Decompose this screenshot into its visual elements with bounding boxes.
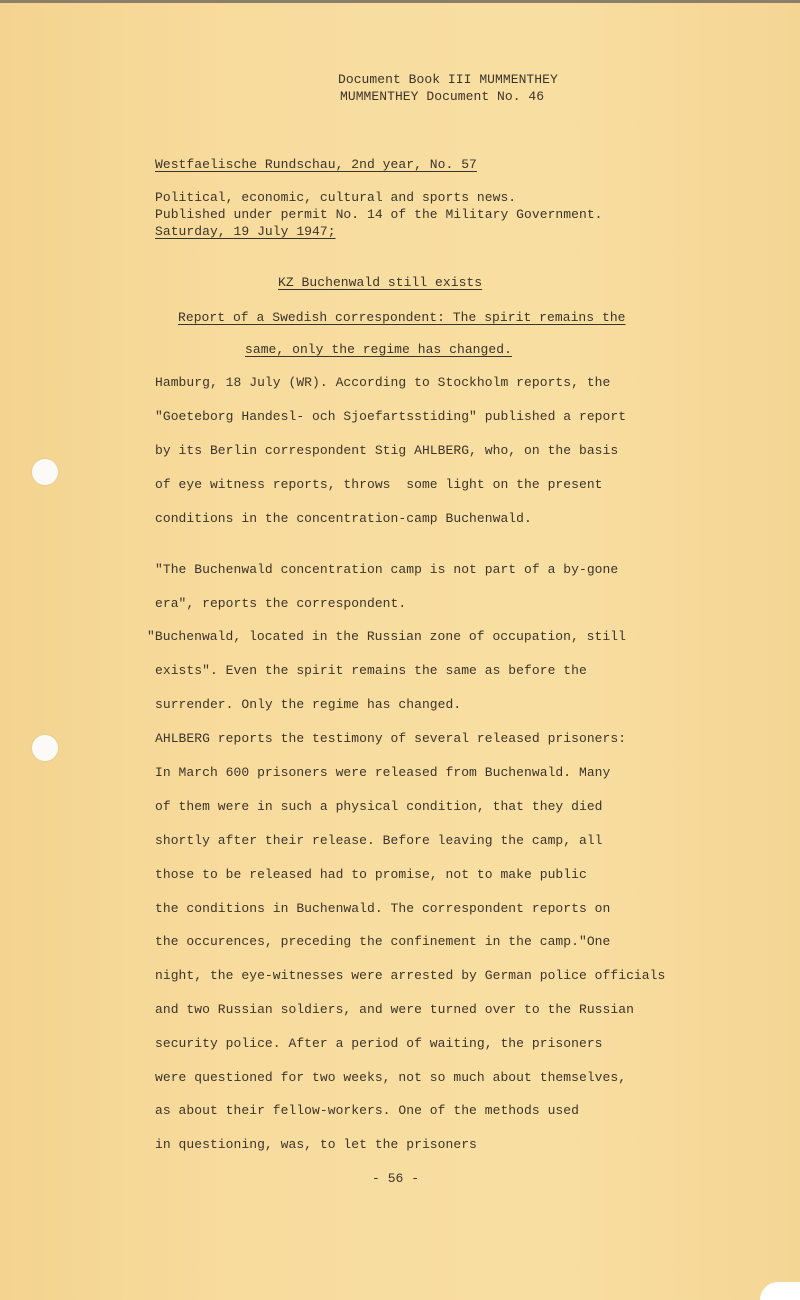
body-line: "Buchenwald, located in the Russian zone of occupation, still <box>147 629 626 644</box>
body-line: were questioned for two weeks, not so much about themselves, <box>155 1070 627 1085</box>
body-line: by its Berlin correspondent Stig AHLBERG, who, on the basis <box>155 443 619 458</box>
body-line: Hamburg, 18 July (WR). According to Stockholm reports, the <box>155 375 611 390</box>
newspaper-permit: Published under permit No. 14 of the Military Government. <box>155 207 603 222</box>
body-line: of them were in such a physical condition, that they died <box>155 799 603 814</box>
body-line: surrender. Only the regime has changed. <box>155 697 462 712</box>
doc-book-header: Document Book III MUMMENTHEY <box>338 72 558 87</box>
body-line: of eye witness reports, throws some light on the present <box>155 477 603 492</box>
body-line: "The Buchenwald concentration camp is not part of a by-gone <box>155 562 619 577</box>
body-line: night, the eye-witnesses were arrested by German police officials <box>155 968 666 983</box>
body-line: the conditions in Buchenwald. The correspondent reports on <box>155 901 611 916</box>
body-line: as about their fellow-workers. One of the methods used <box>155 1103 579 1118</box>
body-line: exists". Even the spirit remains the same as before the <box>155 663 587 678</box>
body-line: era", reports the correspondent. <box>155 596 407 611</box>
body-line: "Goeteborg Handesl- och Sjoefartsstiding" published a report <box>155 409 627 424</box>
article-subtitle: Report of a Swedish correspondent: The spirit remains the <box>178 310 626 325</box>
body-line: conditions in the concentration-camp Buchenwald. <box>155 511 532 526</box>
body-line: AHLBERG reports the testimony of several released prisoners: <box>155 731 627 746</box>
page-corner <box>760 1282 800 1300</box>
punch-hole <box>32 459 58 485</box>
newspaper-tagline: Political, economic, cultural and sports news. <box>155 190 517 205</box>
body-line: security police. After a period of waiting, the prisoners <box>155 1036 603 1051</box>
doc-number-header: MUMMENTHEY Document No. 46 <box>340 89 545 104</box>
body-line: shortly after their release. Before leaving the camp, all <box>155 833 603 848</box>
article-title: KZ Buchenwald still exists <box>278 275 483 290</box>
article-subtitle: same, only the regime has changed. <box>245 342 512 357</box>
page-number: - 56 - <box>372 1171 420 1186</box>
body-line: and two Russian soldiers, and were turned over to the Russian <box>155 1002 634 1017</box>
newspaper-title: Westfaelische Rundschau, 2nd year, No. 57 <box>155 157 477 172</box>
body-line: In March 600 prisoners were released from Buchenwald. Many <box>155 765 611 780</box>
body-line: those to be released had to promise, not to make public <box>155 867 587 882</box>
page-edge <box>0 0 800 3</box>
newspaper-date: Saturday, 19 July 1947; <box>155 224 336 239</box>
body-line: in questioning, was, to let the prisoners <box>155 1137 477 1152</box>
body-line: the occurences, preceding the confinement in the camp."One <box>155 934 611 949</box>
punch-hole <box>32 735 58 761</box>
